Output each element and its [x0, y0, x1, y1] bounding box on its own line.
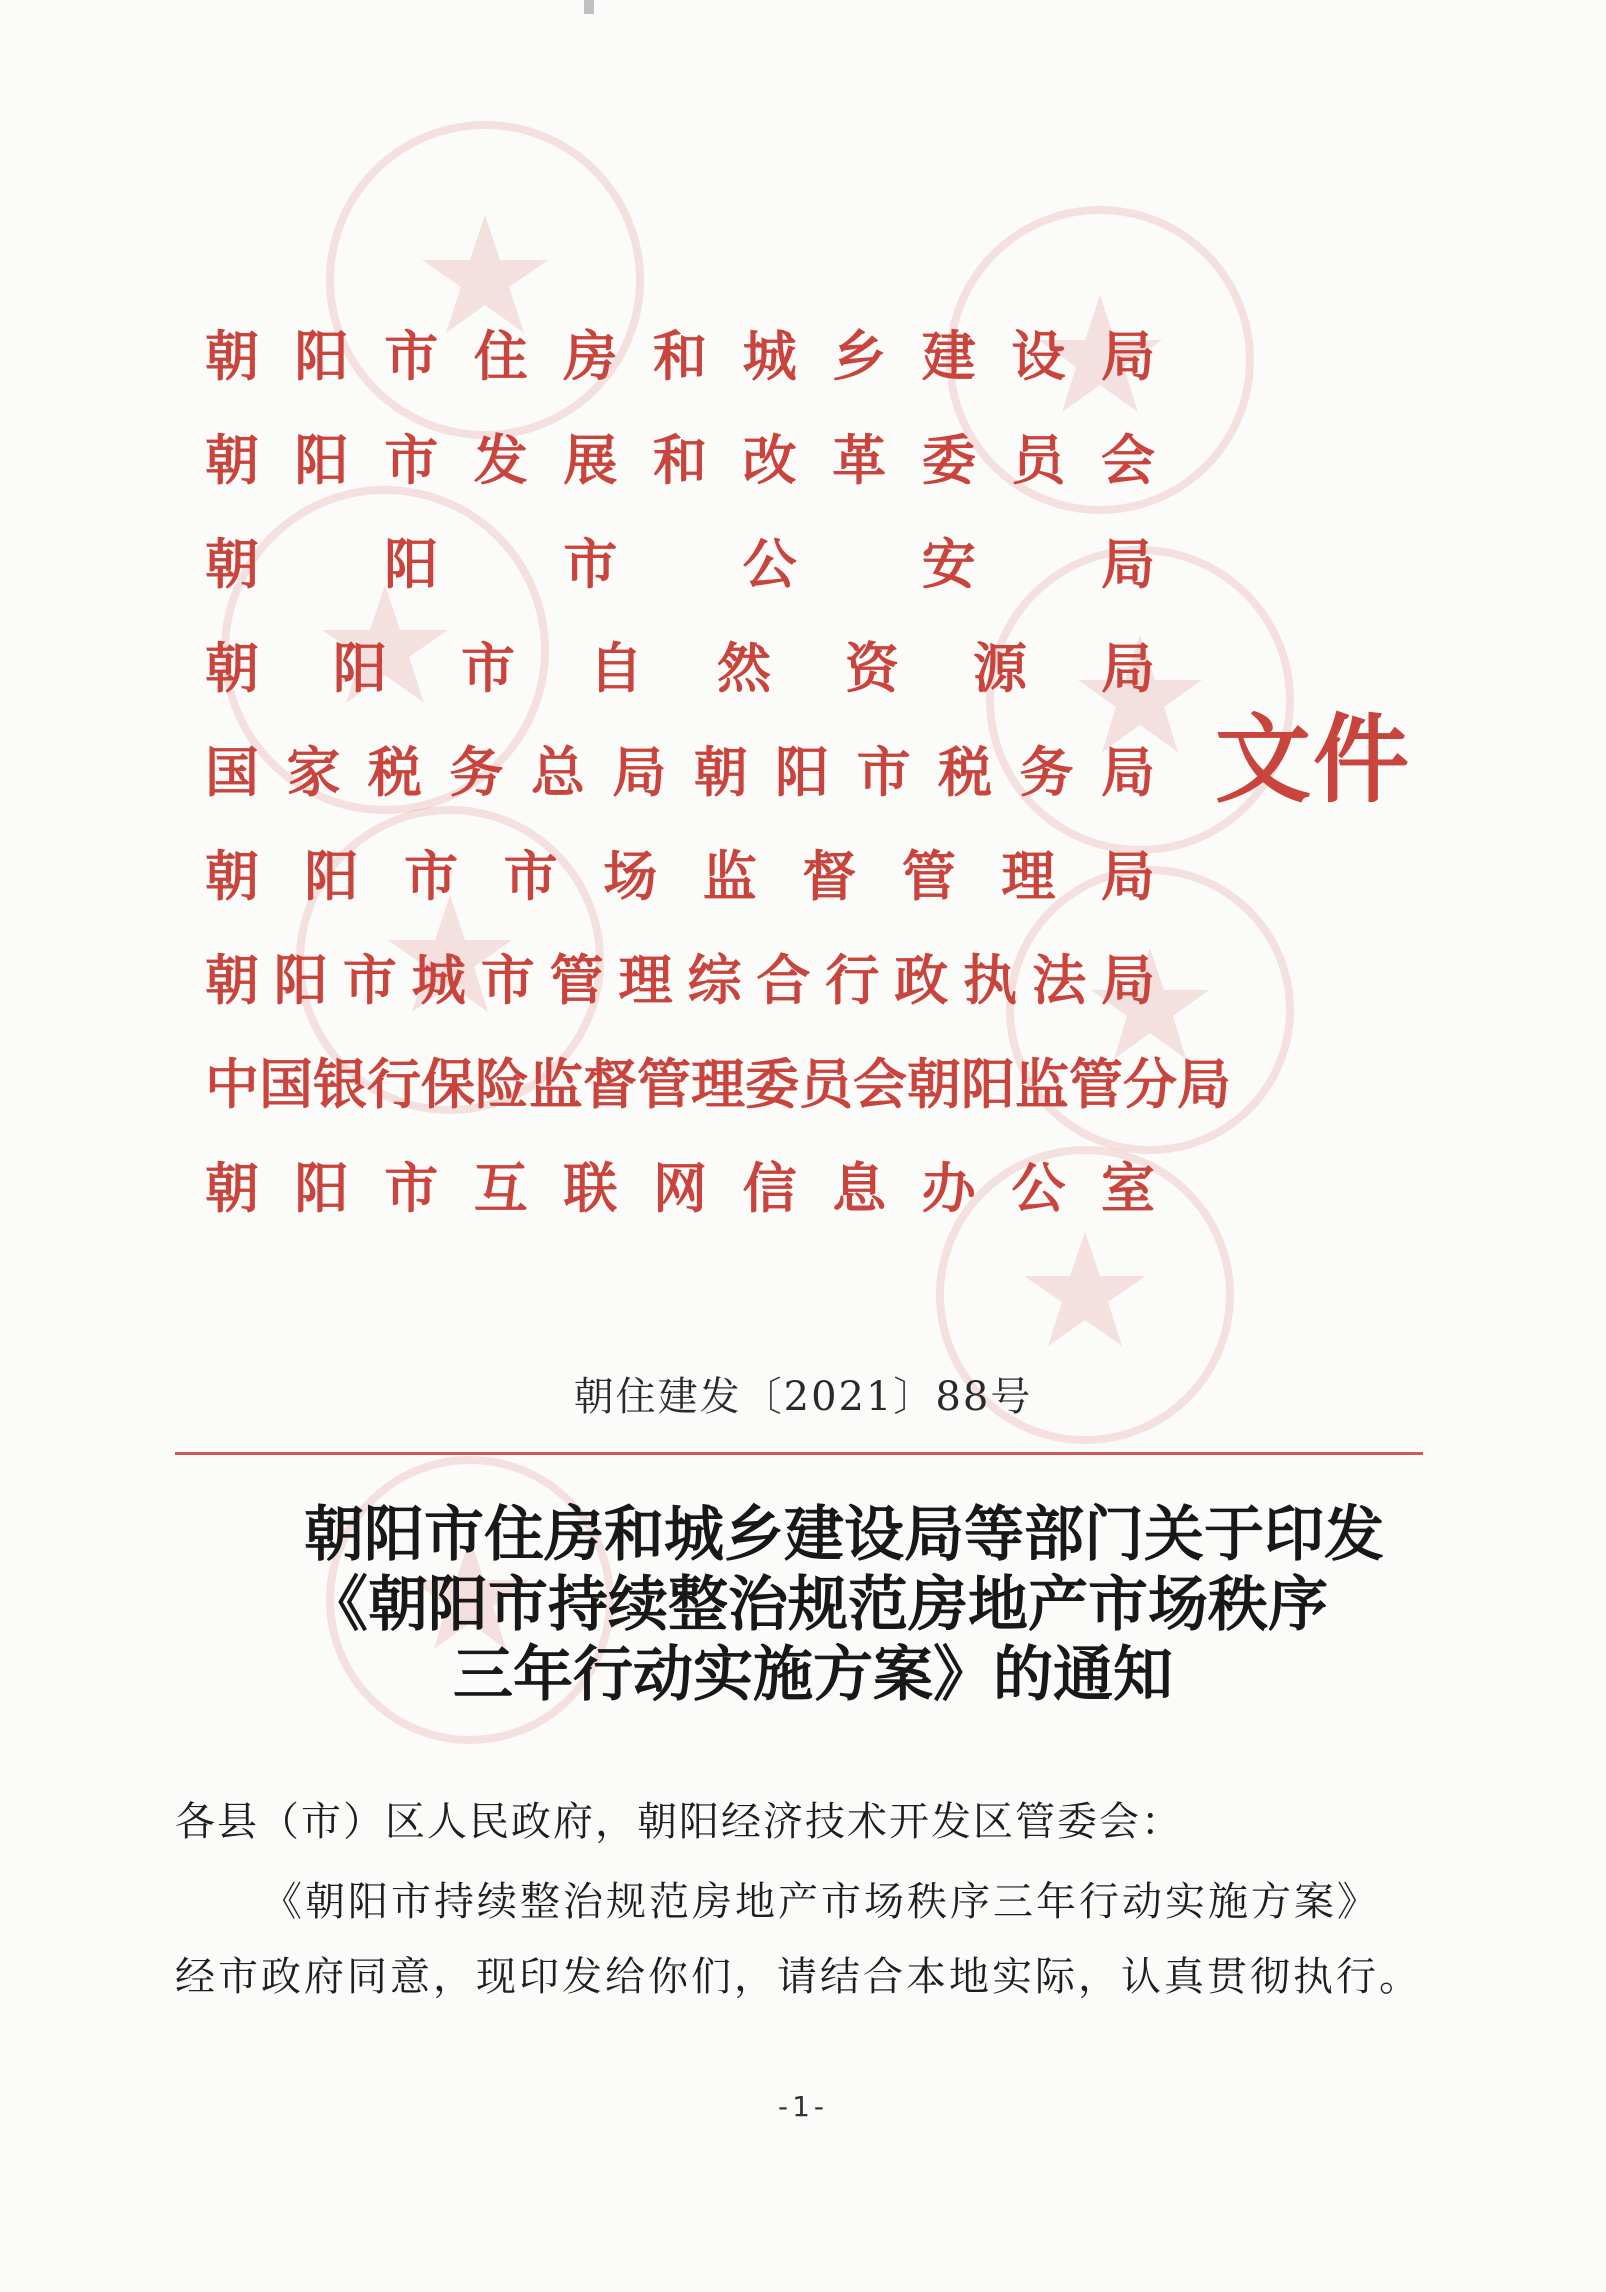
issuer-char: 和 — [652, 427, 707, 492]
issuer-char: 员 — [1011, 427, 1066, 492]
issuer-line — [205, 1028, 1231, 1132]
issuer-char: 险 — [475, 1051, 529, 1116]
issuer-char: 理 — [618, 947, 673, 1012]
issuer-char: 场 — [603, 843, 658, 908]
issuer-char: 阳 — [294, 1155, 349, 1220]
issuer-char: 督 — [802, 843, 857, 908]
issuer-char: 会 — [853, 1051, 907, 1116]
issuer-char: 市 — [404, 843, 459, 908]
issuer-char: 管 — [549, 947, 604, 1012]
issuer-char: 局 — [1177, 1051, 1231, 1116]
issuer-char: 行 — [367, 1051, 421, 1116]
issuer-char: 法 — [1032, 947, 1087, 1012]
issuer-char: 管 — [901, 843, 956, 908]
issuer-char: 税 — [938, 739, 993, 804]
issuer-line — [205, 924, 1155, 1028]
body-text-line: 经市政府同意，现印发给你们，请结合本地实际，认真贯彻执行。 — [175, 1954, 1422, 2000]
issuer-char: 国 — [205, 739, 259, 804]
issuer-char: 朝 — [205, 1155, 259, 1220]
issuer-char: 朝 — [205, 635, 259, 700]
issuer-char: 朝 — [205, 531, 259, 596]
issuer-char: 市 — [461, 635, 515, 700]
issuer-char: 监 — [529, 1051, 583, 1116]
issuer-char: 银 — [313, 1051, 367, 1116]
issuer-char: 朝 — [907, 1051, 961, 1116]
issuer-char: 监 — [702, 843, 757, 908]
issuer-char: 朝 — [205, 323, 259, 388]
issuer-char: 合 — [756, 947, 811, 1012]
issuer-char: 公 — [1011, 1155, 1066, 1220]
issuer-char: 阳 — [294, 323, 349, 388]
document-type-label: 文件 — [1215, 704, 1411, 816]
document-number: 朝住建发〔2021〕88号 — [573, 1374, 1033, 1420]
issuer-char: 建 — [921, 323, 976, 388]
issuer-char: 管 — [1069, 1051, 1123, 1116]
issuer-char: 中 — [205, 1051, 259, 1116]
issuer-line — [205, 820, 1155, 924]
title-line: 《朝阳市持续整治规范房地产市场秩序 — [308, 1570, 1328, 1640]
issuer-char: 市 — [384, 427, 439, 492]
issuer-char: 阳 — [304, 843, 359, 908]
issuer-char: 发 — [473, 427, 528, 492]
issuer-char: 房 — [563, 323, 618, 388]
issuer-char: 安 — [921, 531, 976, 596]
issuer-char: 局 — [612, 739, 667, 804]
issuer-char: 保 — [421, 1051, 475, 1116]
issuer-char: 税 — [367, 739, 422, 804]
issuer-char: 执 — [963, 947, 1018, 1012]
issuer-line — [205, 404, 1155, 508]
issuer-char: 阳 — [294, 427, 349, 492]
issuer-char: 资 — [845, 635, 899, 700]
issuer-char: 务 — [1019, 739, 1074, 804]
issuer-char: 网 — [652, 1155, 707, 1220]
issuer-char: 理 — [1001, 843, 1056, 908]
issuer-char: 朝 — [205, 843, 259, 908]
issuer-char: 国 — [259, 1051, 313, 1116]
red-divider — [175, 1452, 1423, 1455]
issuer-char: 城 — [742, 323, 797, 388]
scan-artifact — [584, 0, 594, 14]
title-line: 三年行动实施方案》的通知 — [453, 1640, 1173, 1710]
issuer-char: 务 — [449, 739, 504, 804]
issuer-char: 然 — [717, 635, 771, 700]
issuer-char: 城 — [411, 947, 466, 1012]
issuer-char: 展 — [563, 427, 618, 492]
issuer-char: 局 — [1100, 843, 1155, 908]
issuing-agencies — [205, 300, 1231, 1236]
issuer-char: 和 — [652, 323, 707, 388]
title-line: 朝阳市住房和城乡建设局等部门关于印发 — [304, 1500, 1384, 1570]
issuer-char: 局 — [1100, 947, 1155, 1012]
issuer-line — [205, 300, 1155, 404]
issuer-char: 市 — [856, 739, 911, 804]
issuer-char: 市 — [563, 531, 618, 596]
issuer-char: 局 — [1100, 323, 1155, 388]
issuer-char: 理 — [691, 1051, 745, 1116]
issuer-char: 阳 — [384, 531, 439, 596]
issuer-char: 信 — [742, 1155, 797, 1220]
issuer-char: 综 — [687, 947, 742, 1012]
issuer-char: 革 — [832, 427, 887, 492]
issuer-char: 乡 — [832, 323, 887, 388]
salutation: 各县（市）区人民政府，朝阳经济技术开发区管委会： — [175, 1799, 1183, 1845]
issuer-line — [205, 508, 1155, 612]
issuer-char: 设 — [1011, 323, 1066, 388]
issuer-char: 公 — [742, 531, 797, 596]
issuer-char: 阳 — [273, 947, 328, 1012]
issuer-char: 市 — [480, 947, 535, 1012]
issuer-char: 局 — [1100, 531, 1155, 596]
issuer-char: 市 — [384, 323, 439, 388]
issuer-char: 自 — [589, 635, 643, 700]
issuer-char: 督 — [583, 1051, 637, 1116]
issuer-char: 委 — [745, 1051, 799, 1116]
issuer-char: 阳 — [333, 635, 387, 700]
issuer-char: 市 — [342, 947, 397, 1012]
issuer-char: 员 — [799, 1051, 853, 1116]
issuer-char: 阳 — [775, 739, 830, 804]
issuer-char: 市 — [384, 1155, 439, 1220]
issuer-char: 改 — [742, 427, 797, 492]
page-number: -1- — [777, 2090, 829, 2123]
issuer-char: 行 — [825, 947, 880, 1012]
issuer-line — [205, 612, 1155, 716]
issuer-char: 会 — [1100, 427, 1155, 492]
issuer-char: 家 — [286, 739, 341, 804]
issuer-char: 办 — [921, 1155, 976, 1220]
document-title — [0, 1500, 1606, 1710]
issuer-char: 监 — [1015, 1051, 1069, 1116]
issuer-char: 住 — [473, 323, 528, 388]
issuer-char: 朝 — [205, 427, 259, 492]
issuer-char: 总 — [530, 739, 585, 804]
issuer-char: 室 — [1100, 1155, 1155, 1220]
issuer-char: 局 — [1100, 739, 1155, 804]
issuer-char: 息 — [832, 1155, 887, 1220]
issuer-char: 委 — [921, 427, 976, 492]
issuer-char: 源 — [973, 635, 1027, 700]
issuer-char: 管 — [637, 1051, 691, 1116]
issuer-char: 局 — [1101, 635, 1155, 700]
issuer-char: 阳 — [961, 1051, 1015, 1116]
issuer-char: 互 — [473, 1155, 528, 1220]
issuer-line — [205, 716, 1155, 820]
issuer-char: 联 — [563, 1155, 618, 1220]
issuer-char: 市 — [503, 843, 558, 908]
issuer-char: 分 — [1123, 1051, 1177, 1116]
issuer-line — [205, 1132, 1155, 1236]
issuer-char: 朝 — [205, 947, 259, 1012]
issuer-char: 朝 — [693, 739, 748, 804]
body-text-line: 《朝阳市持续整治规范房地产市场秩序三年行动实施方案》 — [262, 1879, 1380, 1925]
issuer-char: 政 — [894, 947, 949, 1012]
